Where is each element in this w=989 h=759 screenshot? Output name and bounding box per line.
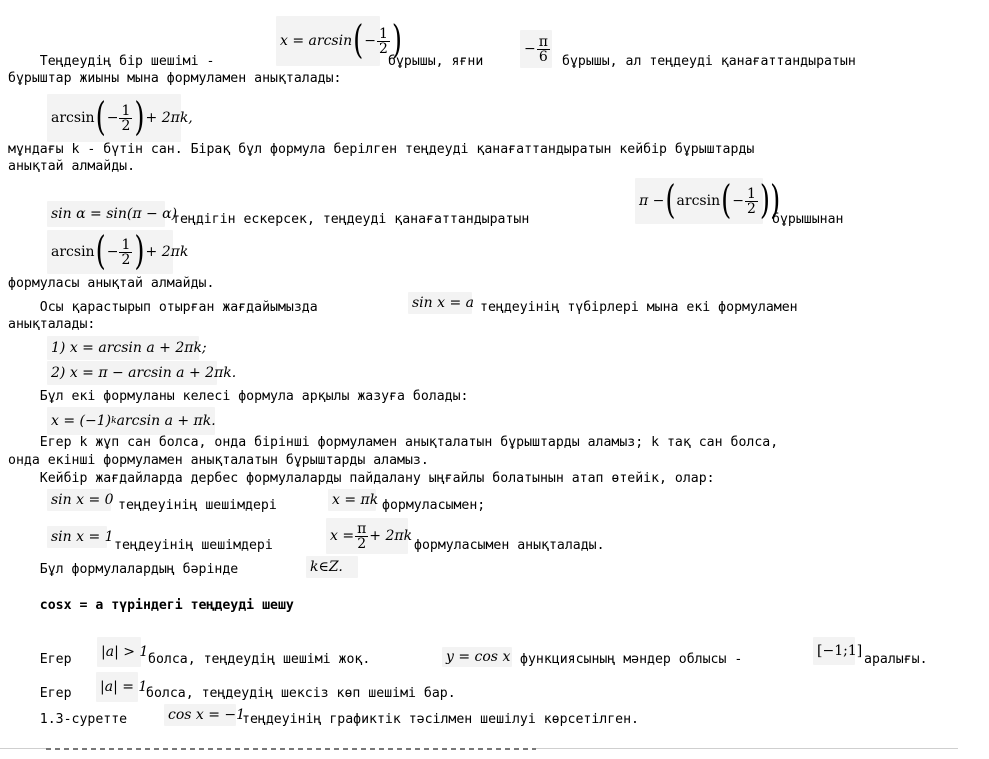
formula-cosx-eq-minus1: cos x = −1	[164, 704, 236, 726]
formula-sinx-eq-a: sin x = a	[408, 292, 472, 314]
para5-text-a: Бұл екі формуланы келесі формула арқылы жазуға болады:	[8, 389, 469, 404]
formula-x-arcsin-minus-half: x = arcsin ( − $\frac{1}{2}$ )	[276, 16, 380, 66]
para8-text-d: аралығы.	[864, 652, 928, 667]
para1-text-b: бұрышы, яғни	[388, 54, 484, 69]
para3-text-c: формуласы анықтай алмайды.	[8, 276, 215, 291]
fraction: $\frac{1}{2}$	[378, 25, 388, 57]
para7-text-e: формуласымен анықталады.	[414, 538, 605, 553]
section-heading: cosx = a түріндегі теңдеуді шешу	[8, 598, 294, 613]
fraction: $\frac{1}{2}$	[747, 185, 756, 217]
para8-text-c: функциясының мәндер облысы -	[520, 652, 743, 667]
para7-text-f: Бұл формулалардың бәрінде	[8, 562, 239, 577]
formula-root-1: 1) x = arcsin a + 2πk;	[47, 336, 199, 360]
formula-minus-pi-over-6: − $\frac{\pi}{6}$	[520, 30, 552, 68]
para8-text-g: 1.3-суретте	[8, 712, 128, 727]
formula-x-eq-pik: x = πk	[328, 489, 376, 511]
cut-off-line	[46, 748, 536, 750]
para8-text-h: теңдеуінің графиктік тәсілмен шешілуі көрсетілген.	[242, 712, 639, 727]
formula-text: −	[364, 33, 376, 49]
fraction: $\frac{1}{2}$	[121, 236, 131, 268]
para8-text-f: болса, теңдеудің шексіз көп шешімі бар.	[146, 686, 456, 701]
formula-arcsin-plus-2pik: arcsin ( − $\frac{1}{2}$ ) + 2πk	[47, 230, 173, 274]
formula-sinx-eq-0: sin x = 0	[47, 489, 111, 511]
formula-combined: x = (−1) k arcsin a + πk.	[47, 407, 215, 435]
para6-text-a: Егер k жұп сан болса, онда бірінші формуламен анықталатын бұрыштарды аламыз; k тақ сан болса,	[8, 435, 779, 450]
para8-text-b: болса, теңдеудің шешімі жоқ.	[148, 652, 371, 667]
formula-text: x = arcsin	[280, 33, 353, 49]
fraction: $\frac{1}{2}$	[121, 102, 131, 134]
fraction: $\frac{\pi}{2}$	[357, 520, 367, 552]
para1-text-c: бұрышы, ал теңдеуді қанағаттандыратын	[562, 54, 856, 69]
formula-sin-identity: sin α = sin(π − α)	[47, 201, 165, 227]
para7-text-a: Кейбір жағдайларда дербес формулаларды пайдалану ыңғайлы болатынын атап өтейік, олар:	[8, 471, 715, 486]
para4-text-a: Осы қарастырып отырған жағдайымызда	[8, 300, 318, 315]
formula-pi-minus-arcsin: π − ( arcsin ( − $\frac{1}{2}$ ))	[635, 178, 763, 224]
para4-text-b: теңдеуінің түбірлері мына екі формуламен	[480, 300, 798, 315]
formula-root-2: 2) x = π − arcsin a + 2πk.	[47, 361, 217, 385]
para2-text-a: мұндағы k - бүтін сан. Бірақ бұл формула берілген теңдеуді қанағаттандыратын кейбір бұрыштарды	[8, 142, 755, 157]
para1-text-d: бұрыштар жиыны мына формуламен анықталады:	[8, 71, 342, 86]
para3-text-b: бұрышынан	[772, 212, 844, 227]
para7-text-c: формуласымен;	[382, 498, 486, 513]
para7-text-b: теңдеуінің шешімдері	[118, 498, 277, 513]
formula-abs-a-gt-1: |a| > 1	[97, 637, 141, 667]
formula-range-minus1-1: [−1;1]	[813, 637, 855, 665]
formula-arcsin-plus-2pik-comma: arcsin ( − $\frac{1}{2}$ ) + 2πk,	[47, 94, 181, 142]
formula-k-in-z: k∈Z.	[306, 556, 358, 578]
para1-text-a: Теңдеудің бір шешімі -	[8, 54, 215, 69]
para7-text-d: теңдеуінің шешімдері	[114, 538, 273, 553]
para3-text-a: теңдігін ескерсек, теңдеуді қанағаттандыратын	[172, 212, 530, 227]
para8-text-e: Егер	[8, 686, 72, 701]
para6-text-b: онда екінші формуламен анықталатын бұрыштарды аламыз.	[8, 453, 429, 468]
para8-text-a: Егер	[8, 652, 72, 667]
formula-y-eq-cosx: y = cos x	[442, 647, 512, 667]
formula-abs-a-eq-1: |a| = 1	[96, 672, 138, 702]
fraction: $\frac{\pi}{6}$	[538, 33, 548, 65]
formula-sinx-eq-1: sin x = 1	[47, 526, 107, 548]
para2-text-b: анықтай алмайды.	[8, 159, 136, 174]
para4-text-c: анықталады:	[8, 317, 96, 332]
formula-x-eq-pi-half-plus-2pik: x = $\frac{\pi}{2}$ + 2πk	[326, 518, 408, 554]
